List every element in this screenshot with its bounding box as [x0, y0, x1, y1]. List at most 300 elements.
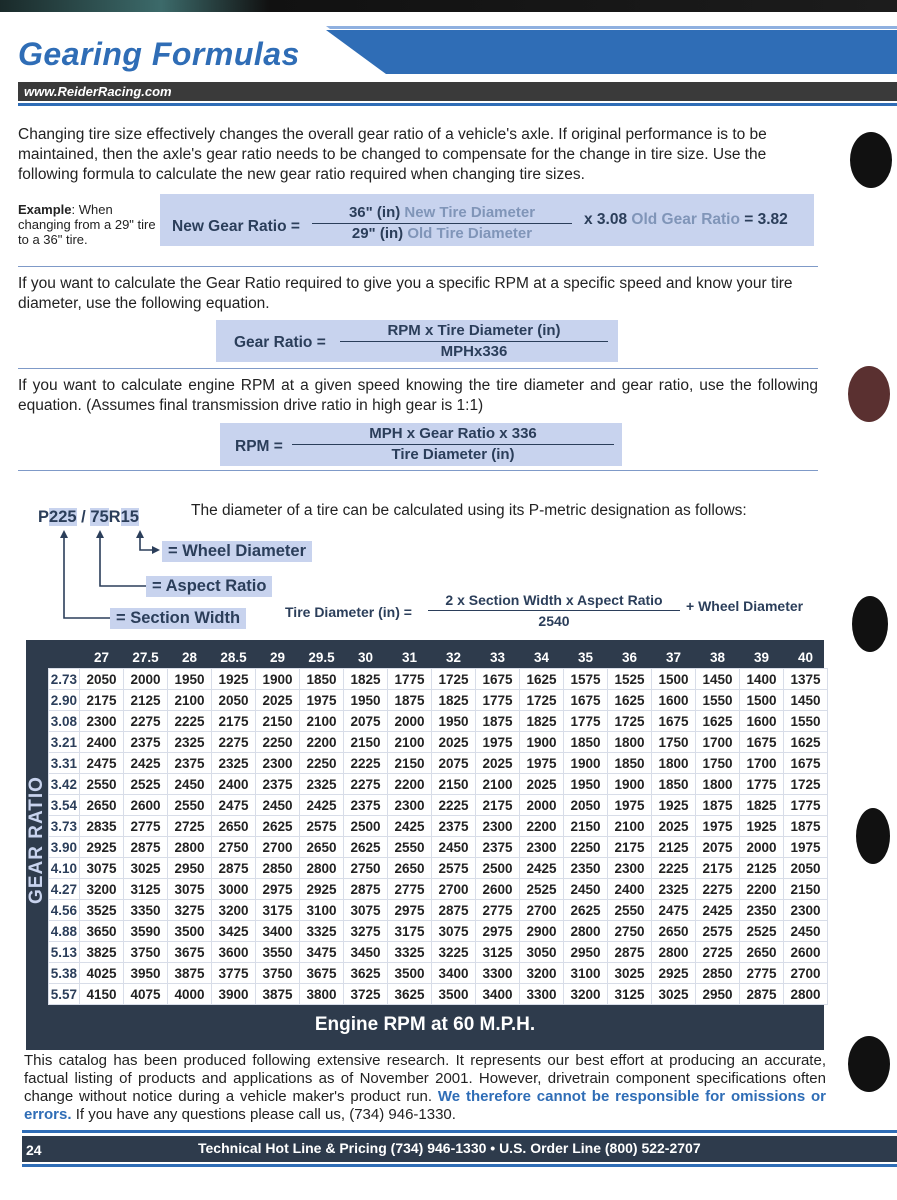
rpm-cell: 4075	[124, 984, 168, 1005]
rpm-cell: 3750	[256, 963, 300, 984]
rpm-cell: 1725	[784, 774, 828, 795]
new-gear-ratio-label: New Gear Ratio =	[172, 218, 300, 235]
section-width-label: = Section Width	[110, 608, 246, 629]
rpm-cell: 2725	[168, 816, 212, 837]
table-row	[49, 732, 828, 753]
rpm-cell: 4025	[80, 963, 124, 984]
tire-size-header: 28	[181, 649, 198, 665]
rpm-cell: 2450	[564, 879, 608, 900]
rpm-cell: 2500	[476, 858, 520, 879]
table-row	[49, 900, 828, 921]
rpm-cell: 2700	[520, 900, 564, 921]
pmetric-description: The diameter of a tire can be calculated using its P-metric designation as follows:	[191, 502, 747, 519]
rpm-cell: 3675	[168, 942, 212, 963]
header-wedge	[326, 24, 897, 74]
rpm-cell: 2050	[80, 669, 124, 690]
rpm-cell: 2450	[432, 837, 476, 858]
rpm-cell: 2550	[608, 900, 652, 921]
tire-size-header: 31	[401, 649, 418, 665]
rpm-cell: 2925	[652, 963, 696, 984]
rpm-cell: 2800	[300, 858, 344, 879]
rpm-cell: 2650	[652, 921, 696, 942]
table-row	[49, 858, 828, 879]
rpm-cell: 2275	[696, 879, 740, 900]
rpm-cell: 3475	[300, 942, 344, 963]
rpm-cell: 3175	[256, 900, 300, 921]
rpm-cell: 1975	[784, 837, 828, 858]
rpm-cell: 1875	[476, 711, 520, 732]
old-tire-value: 29" (in)	[351, 225, 404, 242]
rpm-cell: 2835	[80, 816, 124, 837]
gear-ratio-cell: 5.57	[49, 984, 80, 1005]
rpm-cell: 3400	[256, 921, 300, 942]
rpm-cell: 2875	[432, 900, 476, 921]
rpm-cell: 1900	[608, 774, 652, 795]
rpm-cell: 2225	[432, 795, 476, 816]
gear-ratio-axis-label: GEAR RATIO	[26, 776, 47, 904]
rpm-cell: 2400	[80, 732, 124, 753]
rpm-cell: 2100	[300, 711, 344, 732]
table-row	[49, 795, 828, 816]
rpm-cell: 2025	[256, 690, 300, 711]
tire-size-header: 28.5	[220, 649, 247, 665]
page-title: Gearing Formulas	[18, 36, 300, 72]
rpm-cell: 2450	[784, 921, 828, 942]
disclaimer-contact: If you have any questions please call us, (734) 946-1330.	[71, 1106, 456, 1123]
rpm-cell: 2700	[784, 963, 828, 984]
rpm-cell: 2250	[300, 753, 344, 774]
rpm-cell: 3125	[124, 879, 168, 900]
example-note	[18, 202, 168, 247]
rpm-cell: 2325	[652, 879, 696, 900]
rpm-cell: 1925	[652, 795, 696, 816]
rpm-cell: 1950	[564, 774, 608, 795]
rpm-cell: 2175	[608, 837, 652, 858]
rpm-cell: 3025	[124, 858, 168, 879]
rpm-cell: 2975	[256, 879, 300, 900]
rpm-cell: 2875	[212, 858, 256, 879]
rpm-cell: 1525	[608, 669, 652, 690]
fraction-denominator	[312, 224, 572, 244]
rpm-cell: 3300	[520, 984, 564, 1005]
table-row	[49, 984, 828, 1005]
rpm-cell: 3875	[168, 963, 212, 984]
gear-ratio-cell: 2.73	[49, 669, 80, 690]
rpm-cell: 1725	[520, 690, 564, 711]
rpm-cell: 2100	[476, 774, 520, 795]
rpm-cell: 2025	[652, 816, 696, 837]
rpm-cell: 2025	[476, 753, 520, 774]
rpm-cell: 1800	[696, 774, 740, 795]
rpm-cell: 2400	[212, 774, 256, 795]
rpm-cell: 1875	[784, 816, 828, 837]
rpm-cell: 2875	[344, 879, 388, 900]
rpm-cell: 3125	[608, 984, 652, 1005]
rpm-cell: 2375	[476, 837, 520, 858]
rpm-cell: 3075	[344, 900, 388, 921]
rpm-cell: 2150	[344, 732, 388, 753]
rpm-cell: 1625	[608, 690, 652, 711]
rpm-cell: 3675	[300, 963, 344, 984]
gear-ratio-cell: 5.13	[49, 942, 80, 963]
rpm-cell: 2075	[696, 837, 740, 858]
rpm-cell: 2325	[168, 732, 212, 753]
rpm-cell: 1600	[652, 690, 696, 711]
rpm-cell: 2375	[344, 795, 388, 816]
rpm-cell: 1825	[432, 690, 476, 711]
top-photo-strip	[0, 0, 897, 12]
rpm-cell: 2500	[344, 816, 388, 837]
rpm-cell: 3400	[476, 984, 520, 1005]
rpm-cell: 2600	[124, 795, 168, 816]
rpm-cell: 2650	[388, 858, 432, 879]
rpm-cell: 2875	[124, 837, 168, 858]
rpm-cell: 2300	[80, 711, 124, 732]
fraction-numerator	[312, 203, 572, 224]
rpm-cell: 1900	[564, 753, 608, 774]
pmetric-wheel: 15	[120, 508, 139, 526]
rpm-cell: 2000	[740, 837, 784, 858]
rpm-cell: 2950	[564, 942, 608, 963]
rpm-cell: 2525	[124, 774, 168, 795]
rpm-cell: 2800	[168, 837, 212, 858]
rpm-cell: 3750	[124, 942, 168, 963]
rpm-cell: 1975	[608, 795, 652, 816]
rpm-cell: 2075	[432, 753, 476, 774]
rpm-cell: 1500	[652, 669, 696, 690]
rpm-cell: 2300	[476, 816, 520, 837]
rpm-cell: 2750	[344, 858, 388, 879]
table-row	[49, 921, 828, 942]
rpm-cell: 2375	[256, 774, 300, 795]
fraction-denominator: MPHx336	[440, 343, 508, 360]
intro-paragraph: Changing tire size effectively changes the overall gear ratio of a vehicle's axle. If original performance is to be maintained, then the axle's gear ratio needs to be changed to compensate for the change in tire size. Use the following formula to calculate the new gear ratio required when changing tire sizes.	[18, 126, 767, 183]
table-row	[49, 963, 828, 984]
rpm-cell: 3550	[256, 942, 300, 963]
rpm-cell: 2850	[696, 963, 740, 984]
rpm-cell: 2250	[256, 732, 300, 753]
rpm-cell: 3350	[124, 900, 168, 921]
rpm-cell: 2450	[168, 774, 212, 795]
table-row	[49, 942, 828, 963]
rpm-cell: 2650	[300, 837, 344, 858]
rpm-cell: 2475	[212, 795, 256, 816]
rpm-cell: 2125	[652, 837, 696, 858]
tire-size-header: 29.5	[308, 649, 335, 665]
page-number: 24	[26, 1142, 42, 1158]
gear-ratio-cell: 4.56	[49, 900, 80, 921]
rpm-cell: 2525	[520, 879, 564, 900]
rpm-cell: 2625	[256, 816, 300, 837]
rpm-cell: 3525	[80, 900, 124, 921]
table-caption: Engine RPM at 60 M.P.H.	[314, 1014, 536, 1035]
rpm-cell: 3825	[80, 942, 124, 963]
rpm-cell: 2375	[432, 816, 476, 837]
corner-cell	[49, 646, 80, 669]
footer-rule	[22, 1130, 897, 1133]
rpm-cell: 2600	[784, 942, 828, 963]
rpm-cell: 3025	[608, 963, 652, 984]
rpm-cell: 2550	[388, 837, 432, 858]
rpm-cell: 1550	[696, 690, 740, 711]
tire-size-header: 37	[665, 649, 682, 665]
new-tire-term: New Tire Diameter	[404, 204, 536, 221]
wheel-diameter-term: + Wheel Diameter	[686, 598, 804, 614]
rpm-cell: 3325	[300, 921, 344, 942]
pmetric-aspect: 75	[90, 508, 109, 526]
example-result	[584, 211, 788, 229]
rpm-cell: 2325	[300, 774, 344, 795]
tire-size-header: 35	[577, 649, 594, 665]
rpm-cell: 2475	[652, 900, 696, 921]
gear-ratio-cell: 3.31	[49, 753, 80, 774]
rpm-cell: 1975	[696, 816, 740, 837]
gear-ratio-cell: 3.42	[49, 774, 80, 795]
rpm-cell: 2550	[80, 774, 124, 795]
rpm-cell: 2425	[300, 795, 344, 816]
rpm-cell: 1800	[608, 732, 652, 753]
fraction-denominator: 2540	[538, 613, 570, 629]
old-tire-term: Old Tire Diameter	[407, 225, 533, 242]
rpm-cell: 3050	[520, 942, 564, 963]
pmetric-slash: /	[76, 508, 91, 526]
rpm-cell: 2425	[388, 816, 432, 837]
rpm-cell: 1725	[432, 669, 476, 690]
rpm-cell: 1625	[696, 711, 740, 732]
rpm-cell: 1675	[784, 753, 828, 774]
rpm-cell: 3875	[256, 984, 300, 1005]
disclaimer	[24, 1052, 826, 1124]
rpm-cell: 2775	[476, 900, 520, 921]
rpm-cell: 2100	[168, 690, 212, 711]
rpm-cell: 2175	[476, 795, 520, 816]
rpm-cell: 2950	[168, 858, 212, 879]
table-row	[49, 879, 828, 900]
rpm-cell: 2425	[520, 858, 564, 879]
gear-ratio-cell: 4.88	[49, 921, 80, 942]
rpm-cell: 2225	[168, 711, 212, 732]
rpm-cell: 3200	[564, 984, 608, 1005]
divider	[18, 368, 818, 369]
rpm-cell: 3225	[432, 942, 476, 963]
tire-size-header: 27.5	[132, 649, 159, 665]
rpm-cell: 2800	[652, 942, 696, 963]
gear-ratio-cell: 3.08	[49, 711, 80, 732]
rpm-cell: 1925	[212, 669, 256, 690]
rpm-cell: 1625	[520, 669, 564, 690]
rpm-cell: 1800	[652, 753, 696, 774]
rpm-cell: 2800	[784, 984, 828, 1005]
rpm-cell: 2300	[608, 858, 652, 879]
rpm-cell: 1450	[696, 669, 740, 690]
rpm-cell: 2275	[344, 774, 388, 795]
rpm-cell: 2475	[80, 753, 124, 774]
rpm-cell: 2300	[256, 753, 300, 774]
rpm-cell: 2175	[212, 711, 256, 732]
footer-rule	[22, 1164, 897, 1167]
fraction-denominator: Tire Diameter (in)	[391, 446, 515, 463]
gear-ratio-cell: 3.21	[49, 732, 80, 753]
rpm-cell: 1450	[784, 690, 828, 711]
rpm-cell: 3725	[344, 984, 388, 1005]
gear-ratio-cell: 3.90	[49, 837, 80, 858]
rpm-cell: 2775	[740, 963, 784, 984]
rpm-cell: 1700	[696, 732, 740, 753]
tire-size-header: 39	[753, 649, 770, 665]
rpm-cell: 2575	[300, 816, 344, 837]
disclaimer-text: This catalog has been produced following extensive research. It represents our best effort at producing an accurate, factual listing of products and applications as of November 2001. However, drivetrain component specifications often change without notice during a vehicle maker's product run.	[24, 1052, 826, 1105]
disclaimer-emphasis: We therefore cannot be responsible for omissions or errors.	[24, 1088, 826, 1123]
rpm-cell: 3625	[388, 984, 432, 1005]
rpm-cell: 2425	[696, 900, 740, 921]
rpm-cell: 3950	[124, 963, 168, 984]
table-row	[49, 711, 828, 732]
rpm-cell: 1775	[476, 690, 520, 711]
rpm-cell: 2050	[784, 858, 828, 879]
rpm-cell: 3100	[300, 900, 344, 921]
rpm-cell: 2300	[520, 837, 564, 858]
rpm-cell: 2525	[740, 921, 784, 942]
rpm-fraction	[292, 424, 614, 465]
rpm-cell: 3500	[168, 921, 212, 942]
gear-ratio-cell: 5.38	[49, 963, 80, 984]
rpm-cell: 2150	[432, 774, 476, 795]
rpm-cell: 2600	[476, 879, 520, 900]
tire-size-header: 40	[797, 649, 814, 665]
tire-diameter-fraction	[428, 590, 680, 631]
rpm-cell: 2300	[784, 900, 828, 921]
rpm-cell: 2925	[300, 879, 344, 900]
rpm-cell: 2100	[388, 732, 432, 753]
table-row	[49, 774, 828, 795]
rpm-cell: 2775	[388, 879, 432, 900]
rpm-cell: 1375	[784, 669, 828, 690]
rpm-cell: 4000	[168, 984, 212, 1005]
rpm-cell: 1725	[608, 711, 652, 732]
rpm-cell: 2200	[300, 732, 344, 753]
rpm-cell: 3425	[212, 921, 256, 942]
tire-size-header: 30	[357, 649, 374, 665]
rpm-cell: 2150	[388, 753, 432, 774]
rpm-cell: 2975	[476, 921, 520, 942]
gear-ratio-cell: 3.54	[49, 795, 80, 816]
header-rule	[18, 103, 897, 106]
url-bar	[18, 82, 897, 101]
pmetric-p: P	[38, 508, 50, 526]
rpm-cell: 3000	[212, 879, 256, 900]
rpm-cell: 1625	[784, 732, 828, 753]
rpm-cell: 3125	[476, 942, 520, 963]
rpm-cell: 2275	[124, 711, 168, 732]
rpm-cell: 2225	[652, 858, 696, 879]
rpm-cell: 3075	[168, 879, 212, 900]
binder-hole	[856, 808, 890, 864]
rpm-cell: 2375	[168, 753, 212, 774]
gear-ratio-label: Gear Ratio =	[234, 334, 326, 351]
rpm-cell: 2425	[124, 753, 168, 774]
rpm-cell: 1675	[476, 669, 520, 690]
rpm-cell: 2575	[696, 921, 740, 942]
rpm-cell: 3400	[432, 963, 476, 984]
rpm-cell: 1950	[168, 669, 212, 690]
rpm-cell: 2100	[608, 816, 652, 837]
example-label: Example	[18, 202, 72, 217]
rpm-cell: 2625	[564, 900, 608, 921]
rpm-cell: 1400	[740, 669, 784, 690]
site-url[interactable]: www.ReiderRacing.com	[24, 84, 172, 99]
rpm-cell: 2225	[344, 753, 388, 774]
binder-hole	[848, 366, 890, 422]
rpm-cell: 2025	[432, 732, 476, 753]
rpm-cell: 3500	[388, 963, 432, 984]
gear-ratio-cell: 2.90	[49, 690, 80, 711]
rpm-cell: 1975	[300, 690, 344, 711]
hotline-text: Technical Hot Line & Pricing (734) 946-1330 • U.S. Order Line (800) 522-2707	[198, 1140, 701, 1156]
rpm-cell: 1675	[652, 711, 696, 732]
gear-ratio-fraction	[340, 321, 608, 362]
rpm-cell: 1700	[740, 753, 784, 774]
table-row	[49, 669, 828, 690]
rpm-cell: 1675	[564, 690, 608, 711]
rpm-cell: 4150	[80, 984, 124, 1005]
rpm-cell: 2000	[124, 669, 168, 690]
rpm-cell: 2150	[564, 816, 608, 837]
rpm-cell: 2650	[80, 795, 124, 816]
rpm-cell: 2650	[212, 816, 256, 837]
new-tire-value: 36" (in)	[348, 204, 401, 221]
rpm-cell: 1550	[784, 711, 828, 732]
rpm-cell: 2725	[696, 942, 740, 963]
pmetric-section-width: 225	[49, 508, 77, 526]
rpm-cell: 3500	[432, 984, 476, 1005]
rpm-cell: 3200	[212, 900, 256, 921]
rpm-cell: 2850	[256, 858, 300, 879]
rpm-cell: 2925	[80, 837, 124, 858]
rpm-cell: 2350	[740, 900, 784, 921]
rpm-cell: 1775	[564, 711, 608, 732]
rpm-cell: 2875	[740, 984, 784, 1005]
rpm-cell: 1750	[652, 732, 696, 753]
rpm-cell: 2025	[520, 774, 564, 795]
rpm-table-body	[49, 669, 828, 1005]
rpm-cell: 2950	[696, 984, 740, 1005]
rpm-cell: 2750	[212, 837, 256, 858]
rpm-cell: 1925	[740, 816, 784, 837]
rpm-cell: 3600	[212, 942, 256, 963]
rpm-cell: 2650	[740, 942, 784, 963]
rpm-cell: 2375	[124, 732, 168, 753]
rpm-cell: 2325	[212, 753, 256, 774]
rpm-cell: 3200	[520, 963, 564, 984]
rpm-cell: 3075	[432, 921, 476, 942]
rpm-cell: 2575	[432, 858, 476, 879]
rpm-cell: 2700	[432, 879, 476, 900]
gear-ratio-cell: 4.10	[49, 858, 80, 879]
rpm-cell: 1900	[256, 669, 300, 690]
fraction-numerator: RPM x Tire Diameter (in)	[340, 321, 608, 342]
rpm-cell: 2700	[256, 837, 300, 858]
rpm-cell: 2200	[388, 774, 432, 795]
rpm-label: RPM =	[235, 438, 283, 455]
gear-ratio-paragraph: If you want to calculate the Gear Ratio required to give you a specific RPM at a specific speed and know your tire diameter, use the following equation.	[18, 275, 793, 312]
rpm-cell: 1825	[344, 669, 388, 690]
table-row	[49, 816, 828, 837]
rpm-cell: 3650	[80, 921, 124, 942]
rpm-cell: 1600	[740, 711, 784, 732]
rpm-cell: 1775	[388, 669, 432, 690]
new-gear-ratio-fraction	[312, 203, 572, 244]
pmetric-r: R	[108, 508, 121, 526]
